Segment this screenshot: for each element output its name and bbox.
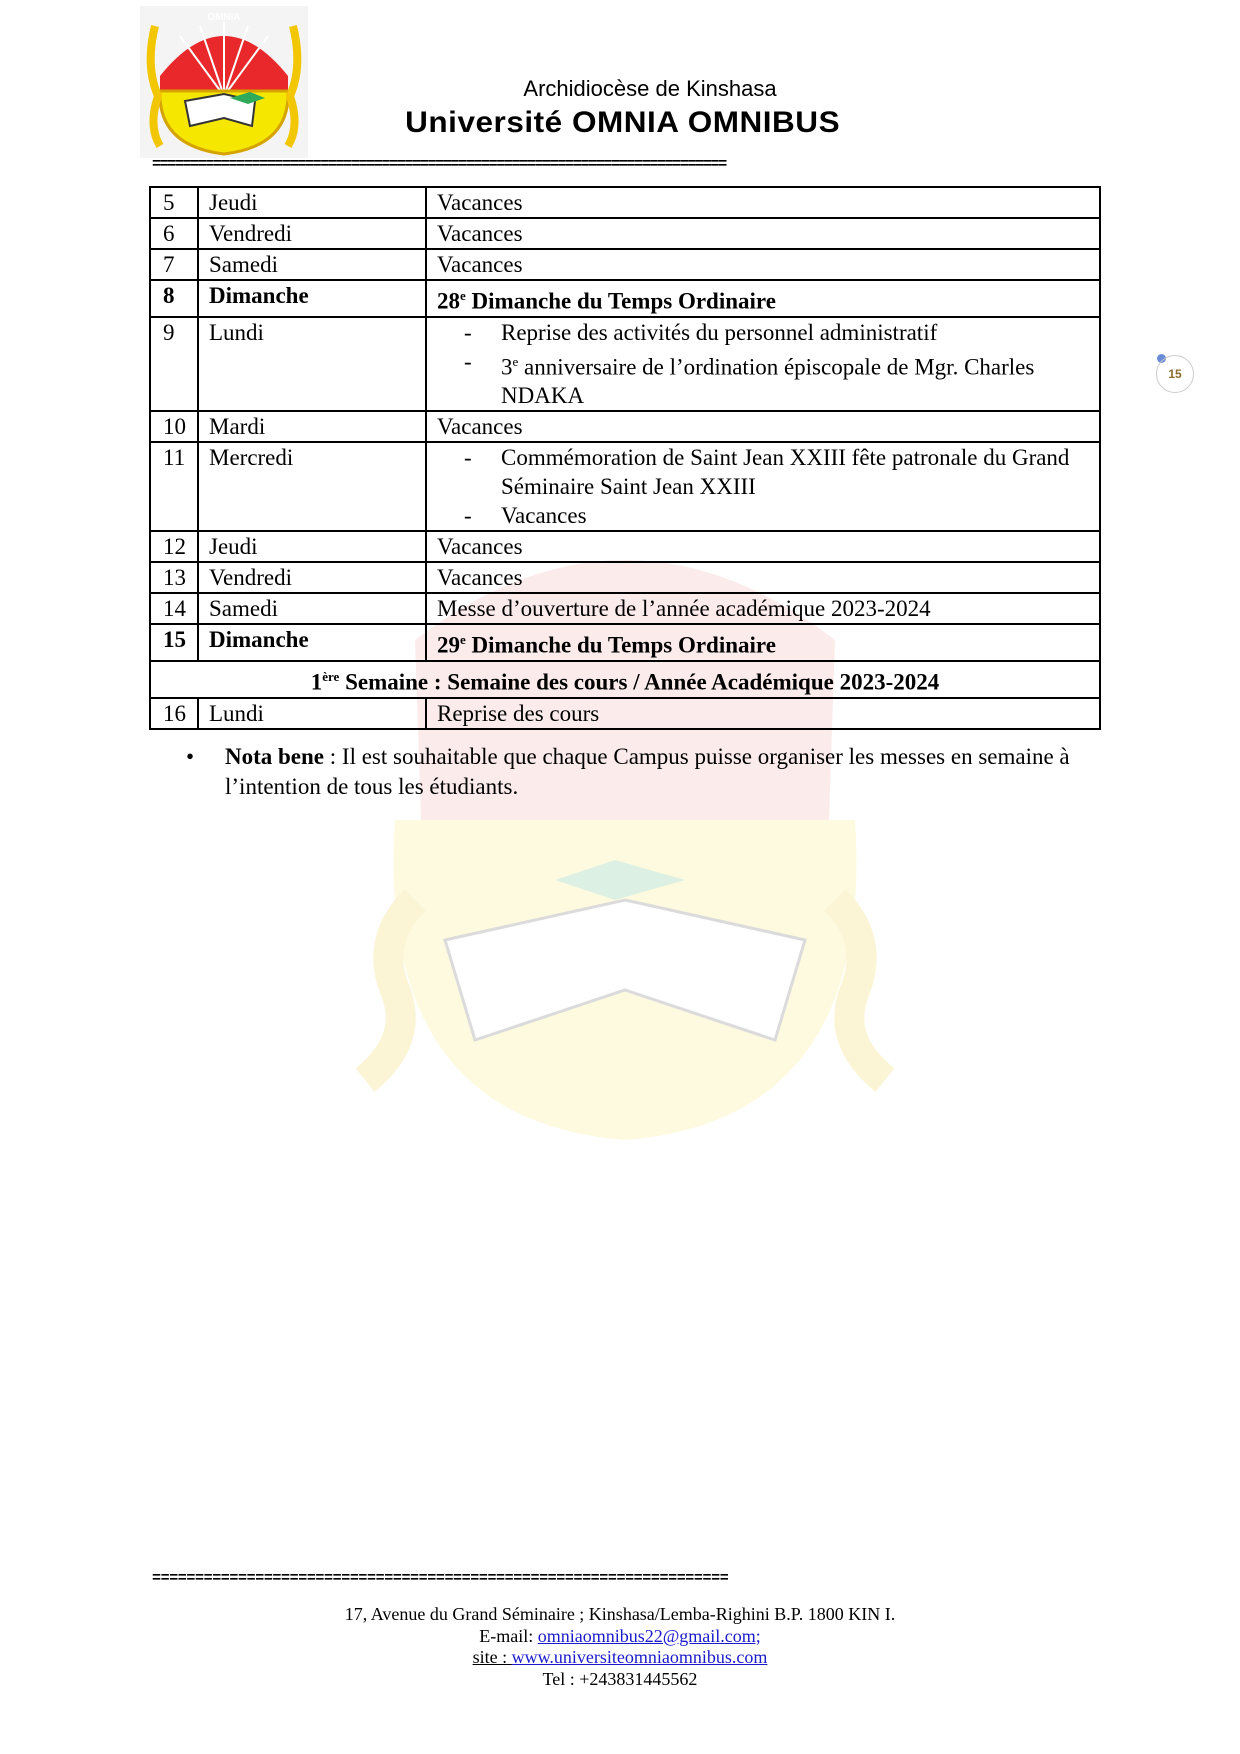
logo-text: OMNIA [207,12,241,23]
calendar-table [149,186,1101,730]
day-name: Lundi [198,317,426,412]
day-number: 12 [150,531,198,562]
event-item: - Vacances [501,501,1089,530]
day-number: 8 [150,280,198,317]
event-cell [426,442,1100,531]
day-number: 10 [150,411,198,442]
email-link[interactable]: omniaomnibus22@gmail.com; [537,1625,761,1646]
site-link[interactable]: www.universiteomniaomnibus.com [511,1647,768,1667]
day-number: 13 [150,562,198,593]
table-row [150,562,1100,593]
event-item: - 3e anniversaire de l’ordination épiscopale de Mgr. Charles NDAKA [501,347,1089,411]
header-separator: =========================================================================== [152,156,726,173]
nota-bene: Nota bene : Il est souhaitable que chaque Campus puisse organiser les messes en semaine à l’intention de tous les étudiants. [225,744,1070,799]
day-name: Dimanche [198,624,426,661]
table-row [150,280,1100,317]
day-number: 14 [150,593,198,624]
table-row [150,249,1100,280]
day-number: 15 [150,624,198,661]
day-name: Mardi [198,411,426,442]
day-name: Mercredi [198,442,426,531]
day-name: Lundi [198,698,426,729]
table-row [150,317,1100,412]
event-cell: Vacances [426,531,1100,562]
table-row [150,624,1100,661]
day-name: Vendredi [198,218,426,249]
week-header: 1ère Semaine : Semaine des cours / Année Académique 2023-2024 [150,661,1100,698]
day-name: Samedi [198,593,426,624]
event-cell: Reprise des cours [426,698,1100,729]
university-title: Université OMNIA OMNIBUS [405,106,841,139]
day-name: Vendredi [198,562,426,593]
day-number: 5 [150,187,198,218]
footer-tel: Tel : +243831445562 [542,1668,698,1689]
table-row [150,698,1100,729]
day-name: Jeudi [198,531,426,562]
bullet-icon: • [186,744,195,769]
event-cell: Vacances [426,249,1100,280]
day-number: 6 [150,218,198,249]
event-cell: Vacances [426,562,1100,593]
day-number: 11 [150,442,198,531]
event-item: - Reprise des activités du personnel administratif [501,318,1089,347]
table-row [150,593,1100,624]
event-cell [426,317,1100,412]
day-name: Jeudi [198,187,426,218]
table-row [150,187,1100,218]
day-number: 16 [150,698,198,729]
event-cell: 29e Dimanche du Temps Ordinaire [426,624,1100,661]
event-cell: Vacances [426,187,1100,218]
table-row [150,661,1100,698]
archdiocese-title: Archidiocèse de Kinshasa [523,76,777,101]
footer-address: 17, Avenue du Grand Séminaire ; Kinshasa/Lemba-Righini B.P. 1800 KIN I. [344,1604,896,1624]
event-cell: 28e Dimanche du Temps Ordinaire [426,280,1100,317]
footer: 17, Avenue du Grand Séminaire ; Kinshasa/Lemba-Righini B.P. 1800 KIN I. E-mail: omniaomnibus22@gmail.com; site : www.universiteomniaomnibus.com Tel : +243831445562 [0,1604,1240,1690]
event-cell: Messe d’ouverture de l’année académique 2023-2024 [426,593,1100,624]
table-row [150,531,1100,562]
day-number: 7 [150,249,198,280]
footer-separator: =================================================================== [152,1570,729,1587]
day-name: Dimanche [198,280,426,317]
event-cell: Vacances [426,218,1100,249]
table-row [150,411,1100,442]
table-row [150,218,1100,249]
event-item: - Commémoration de Saint Jean XXIII fête patronale du Grand Séminaire Saint Jean XXIII [501,443,1089,501]
event-cell: Vacances [426,411,1100,442]
day-number: 9 [150,317,198,412]
day-name: Samedi [198,249,426,280]
page-number-badge[interactable]: 15 [1156,355,1194,393]
table-row [150,442,1100,531]
